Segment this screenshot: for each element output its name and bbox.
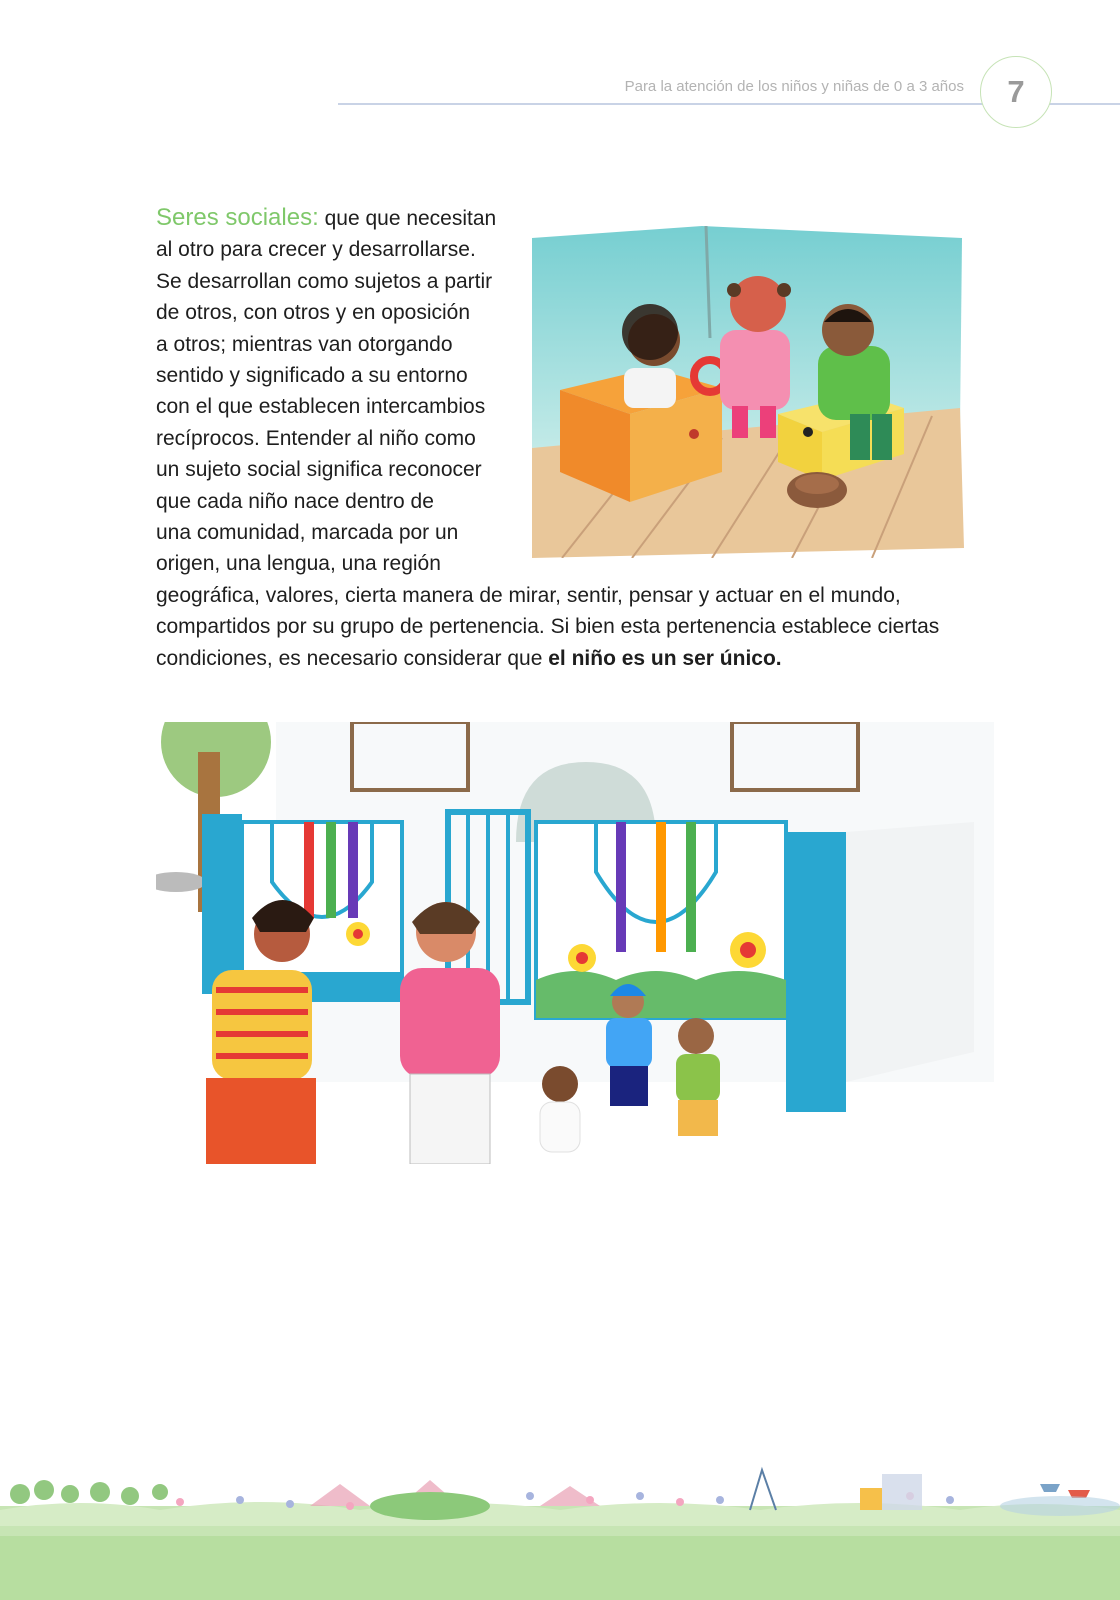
- emphasis-text: el niño es un ser único.: [548, 646, 782, 670]
- text-line: a otros; mientras van otorgando: [156, 332, 453, 356]
- text-line: Se desarrollan como sujetos a partir: [156, 269, 493, 293]
- text-line: de otros, con otros y en oposición: [156, 301, 471, 325]
- page-number: 7: [1007, 74, 1025, 109]
- running-title: Para la atención de los niños y niñas de 0 a 3 años: [624, 78, 964, 95]
- text-line-segment: condiciones, es necesario considerar que: [156, 646, 549, 670]
- text-line-segment: que que necesitan: [318, 207, 497, 230]
- text-line: compartidos por su grupo de pertenencia. Si bien esta pertenencia establece ciertas: [156, 615, 940, 639]
- text-line: sentido y significado a su entorno: [156, 364, 468, 388]
- text-line: origen, una lengua, una región: [156, 552, 441, 576]
- footer-landscape-decoration: [0, 1466, 1120, 1600]
- text-line: [156, 202, 996, 234]
- text-line: un sujeto social significa reconocer: [156, 458, 482, 482]
- text-line: [156, 643, 996, 674]
- text-line: recíprocos. Entender al niño como: [156, 426, 476, 450]
- body-text: [156, 202, 996, 674]
- nursery-entrance-illustration: [156, 722, 994, 1164]
- text-line: geográfica, valores, cierta manera de mirar, sentir, pensar y actuar en el mundo,: [156, 583, 901, 607]
- page-number-circle: [980, 56, 1052, 128]
- text-line: una comunidad, marcada por un: [156, 521, 459, 545]
- lead-term: Seres sociales:: [156, 204, 319, 231]
- text-line: al otro para crecer y desarrollarse.: [156, 238, 476, 262]
- text-line: con el que establecen intercambios: [156, 395, 486, 419]
- text-line: que cada niño nace dentro de: [156, 489, 434, 513]
